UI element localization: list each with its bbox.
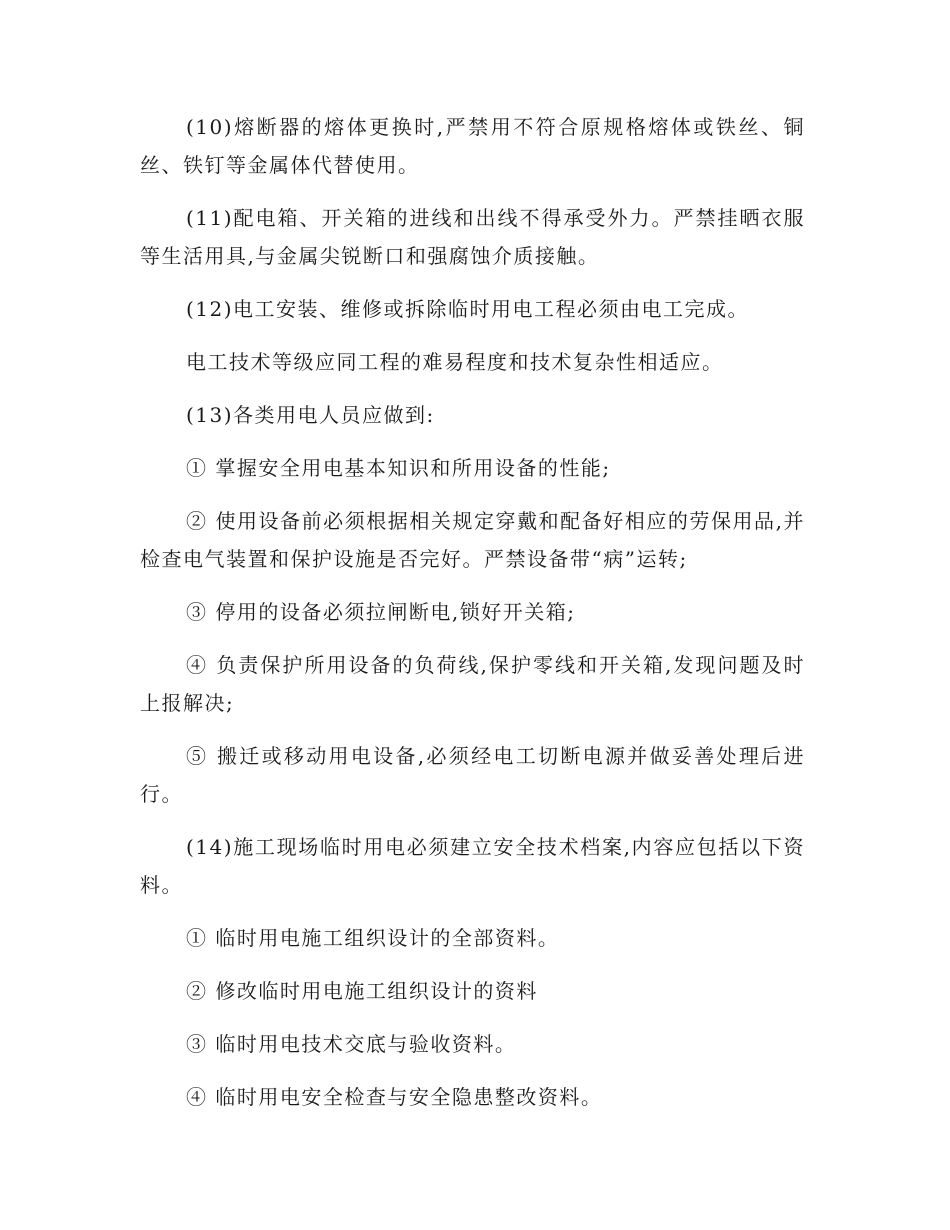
document-body <box>140 108 805 1131</box>
paragraph-10: (10)熔断器的熔体更换时,严禁用不符合原规格熔体或铁丝、铜丝、铁钉等金属体代替使用。 <box>140 115 805 177</box>
list-item-13-2: ② 使用设备前必须根据相关规定穿戴和配备好相应的劳保用品,并检查电气装置和保护设施是否完好。严禁设备带“病”运转; <box>140 509 805 571</box>
list-item-14-3: ③ 临时用电技术交底与验收资料。 <box>186 1032 517 1056</box>
paragraph-14: (14)施工现场临时用电必须建立安全技术档案,内容应包括以下资料。 <box>140 835 805 897</box>
paragraph-12: (12)电工安装、维修或拆除临时用电工程必须由电工完成。 <box>186 297 750 321</box>
list-item-14-1: ① 临时用电施工组织设计的全部资料。 <box>186 926 560 950</box>
list-item-13-4: ④ 负责保护所用设备的负荷线,保护零线和开关箱,发现问题及时上报解决; <box>140 653 805 715</box>
paragraph-12-note: 电工技术等级应同工程的难易程度和技术复杂性相适应。 <box>186 350 724 374</box>
list-item-13-1: ① 掌握安全用电基本知识和所用设备的性能; <box>186 456 611 480</box>
paragraph-13: (13)各类用电人员应做到: <box>186 403 435 427</box>
list-item-14-4: ④ 临时用电安全检查与安全隐患整改资料。 <box>186 1085 603 1109</box>
list-item-13-3: ③ 停用的设备必须拉闸断电,锁好开关箱; <box>186 600 576 624</box>
paragraph-11: (11)配电箱、开关箱的进线和出线不得承受外力。严禁挂晒衣服等生活用具,与金属尖锐断口和强腐蚀介质接触。 <box>140 206 805 268</box>
list-item-13-5: ⑤ 搬迁或移动用电设备,必须经电工切断电源并做妥善处理后进行。 <box>140 744 805 806</box>
list-item-14-2: ② 修改临时用电施工组织设计的资料 <box>186 979 538 1003</box>
